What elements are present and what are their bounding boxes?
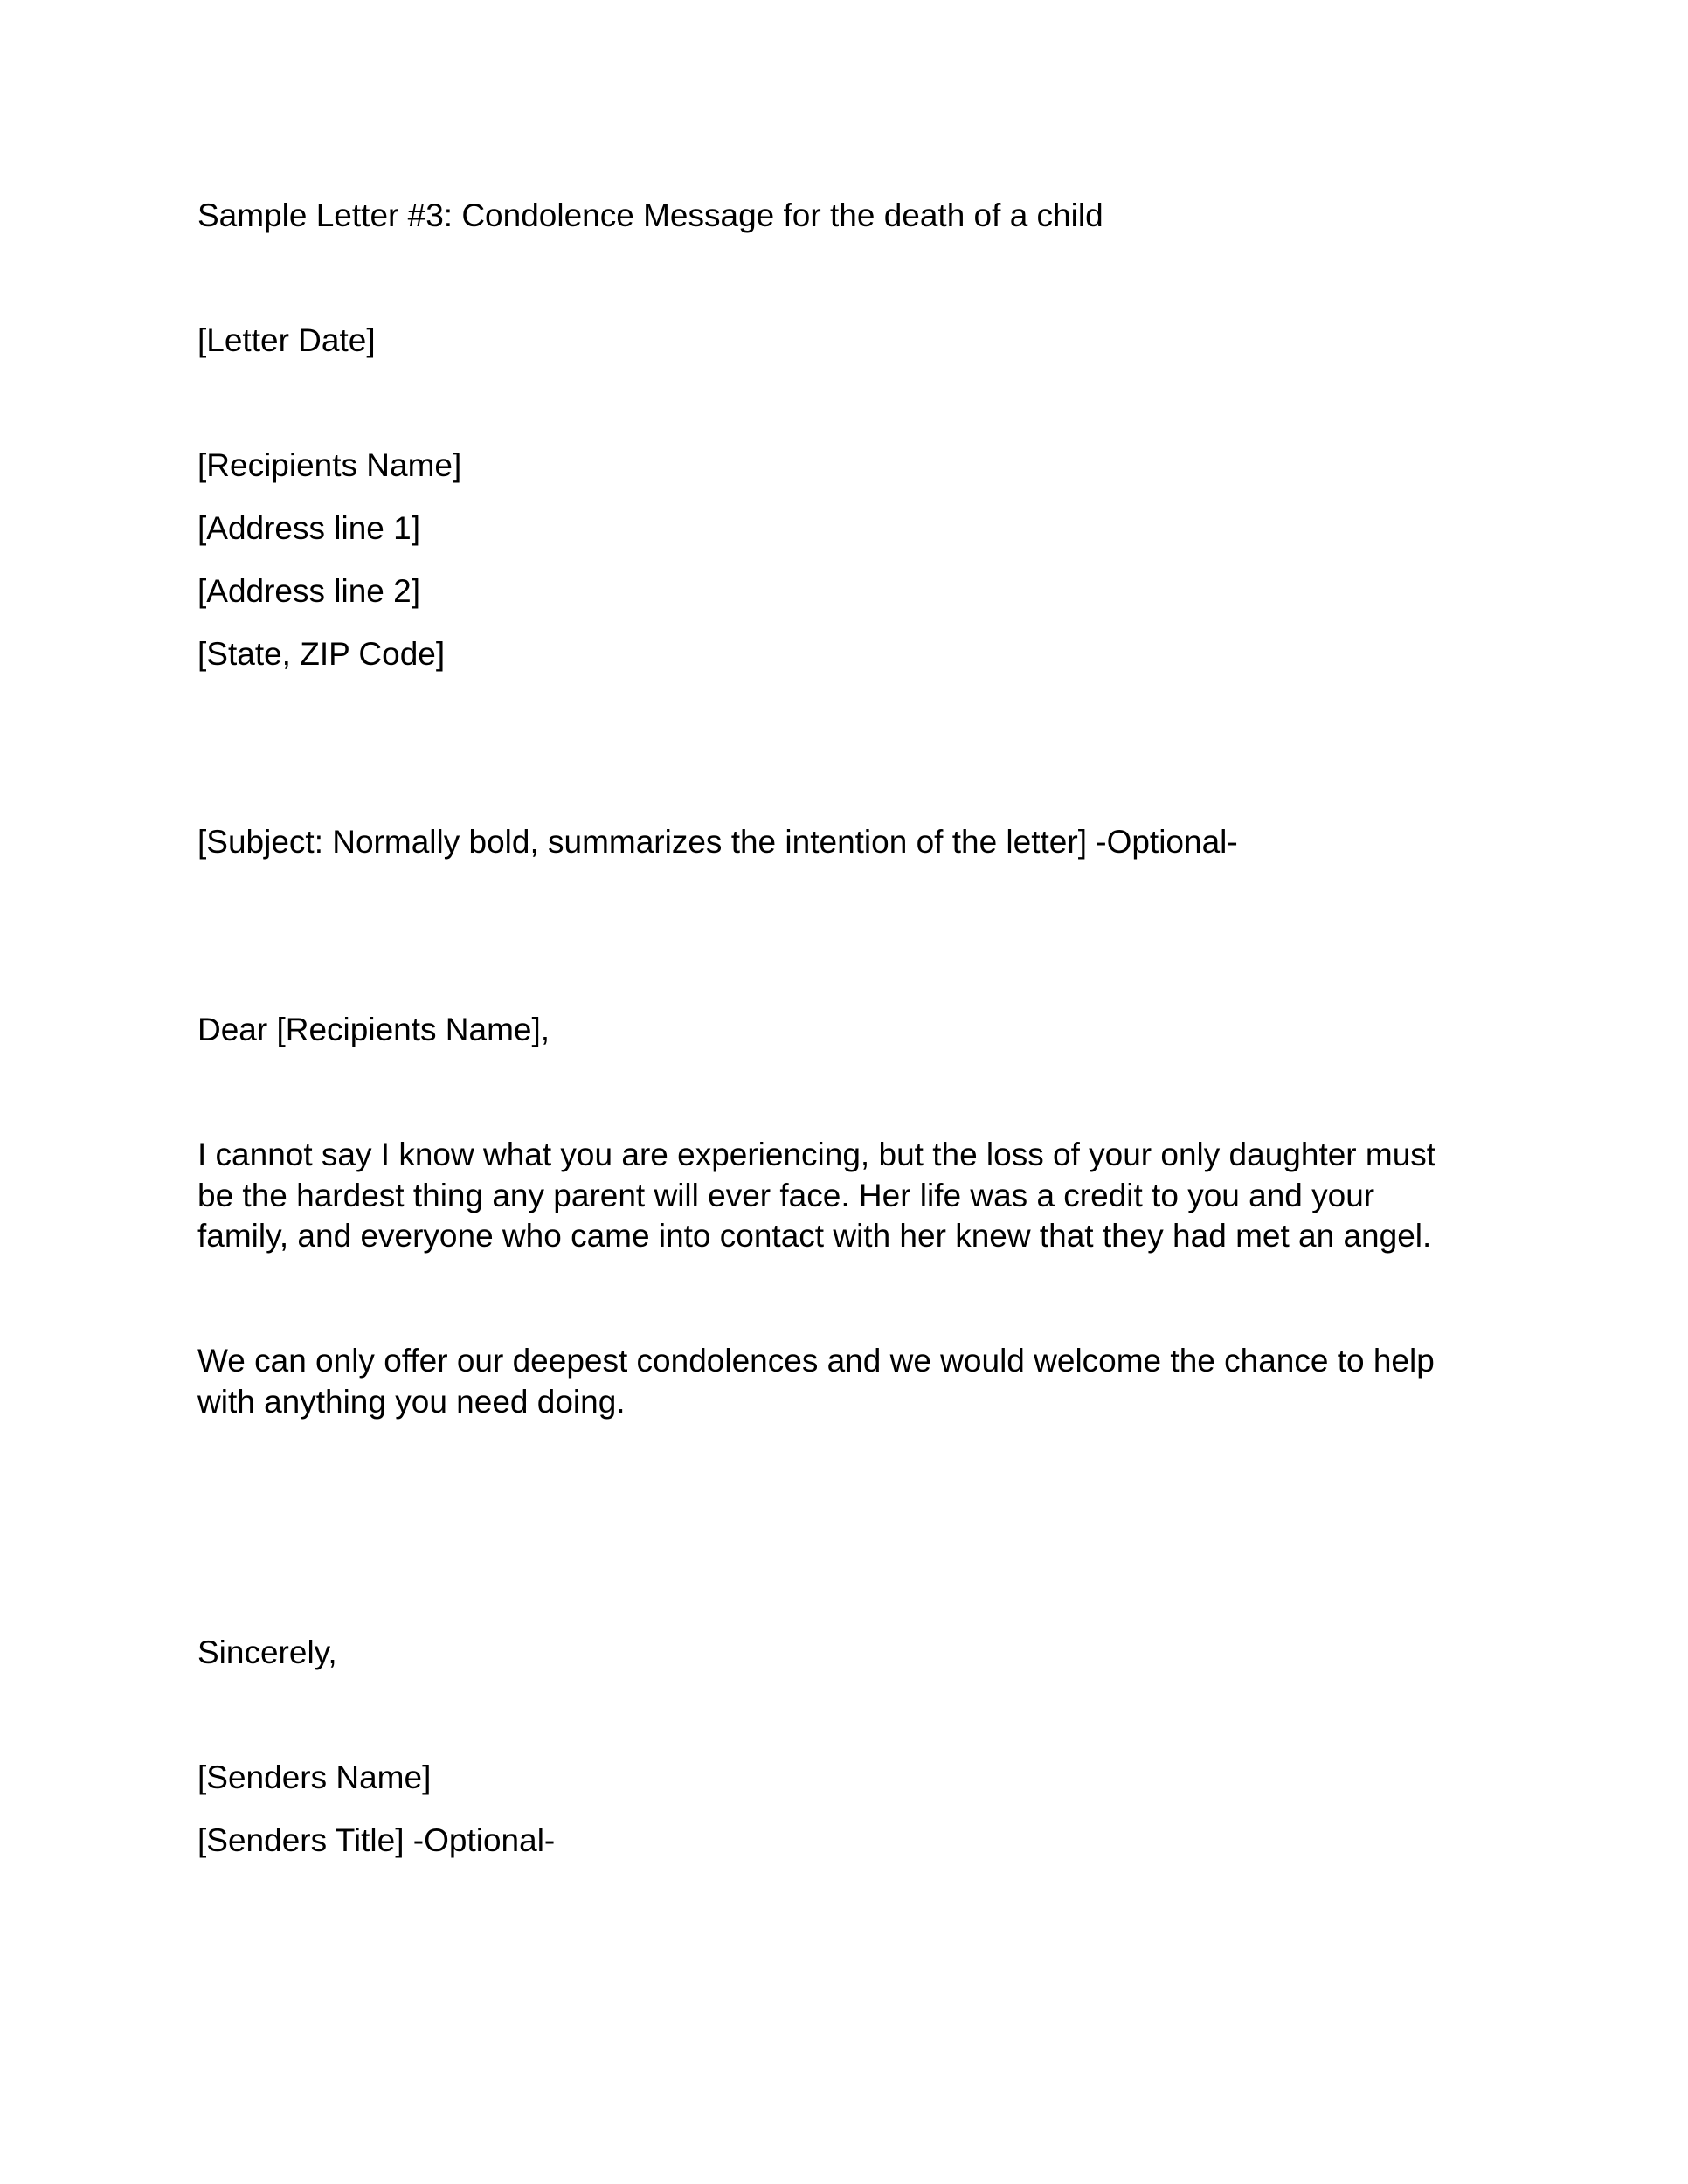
body-paragraph-1-line: family, and everyone who came into contact with her knew that they had met an angel.	[197, 1218, 1432, 1254]
letter-closing: Sincerely,	[197, 1635, 337, 1670]
letter-heading: Sample Letter #3: Condolence Message for the death of a child	[197, 197, 1103, 233]
recipient-name: [Recipients Name]	[197, 447, 462, 483]
letter-salutation: Dear [Recipients Name],	[197, 1012, 550, 1047]
body-paragraph-1-line: I cannot say I know what you are experiencing, but the loss of your only daughter must	[197, 1137, 1436, 1172]
letter-subject: [Subject: Normally bold, summarizes the intention of the letter] -Optional-	[197, 824, 1238, 860]
recipient-address-line-1: [Address line 1]	[197, 510, 421, 546]
body-paragraph-2	[197, 1341, 1491, 1422]
recipient-state-zip: [State, ZIP Code]	[197, 636, 446, 672]
sender-name: [Senders Name]	[197, 1759, 432, 1795]
body-paragraph-2-line: We can only offer our deepest condolences and we would welcome the chance to help	[197, 1343, 1435, 1379]
body-paragraph-2-line: with anything you need doing.	[197, 1383, 626, 1420]
body-paragraph-1-line: be the hardest thing any parent will ever face. Her life was a credit to you and your	[197, 1177, 1375, 1213]
recipient-address-line-2: [Address line 2]	[197, 573, 421, 609]
letter-date: [Letter Date]	[197, 322, 376, 358]
sender-title: [Senders Title] -Optional-	[197, 1822, 556, 1858]
body-paragraph-1	[197, 1135, 1491, 1257]
